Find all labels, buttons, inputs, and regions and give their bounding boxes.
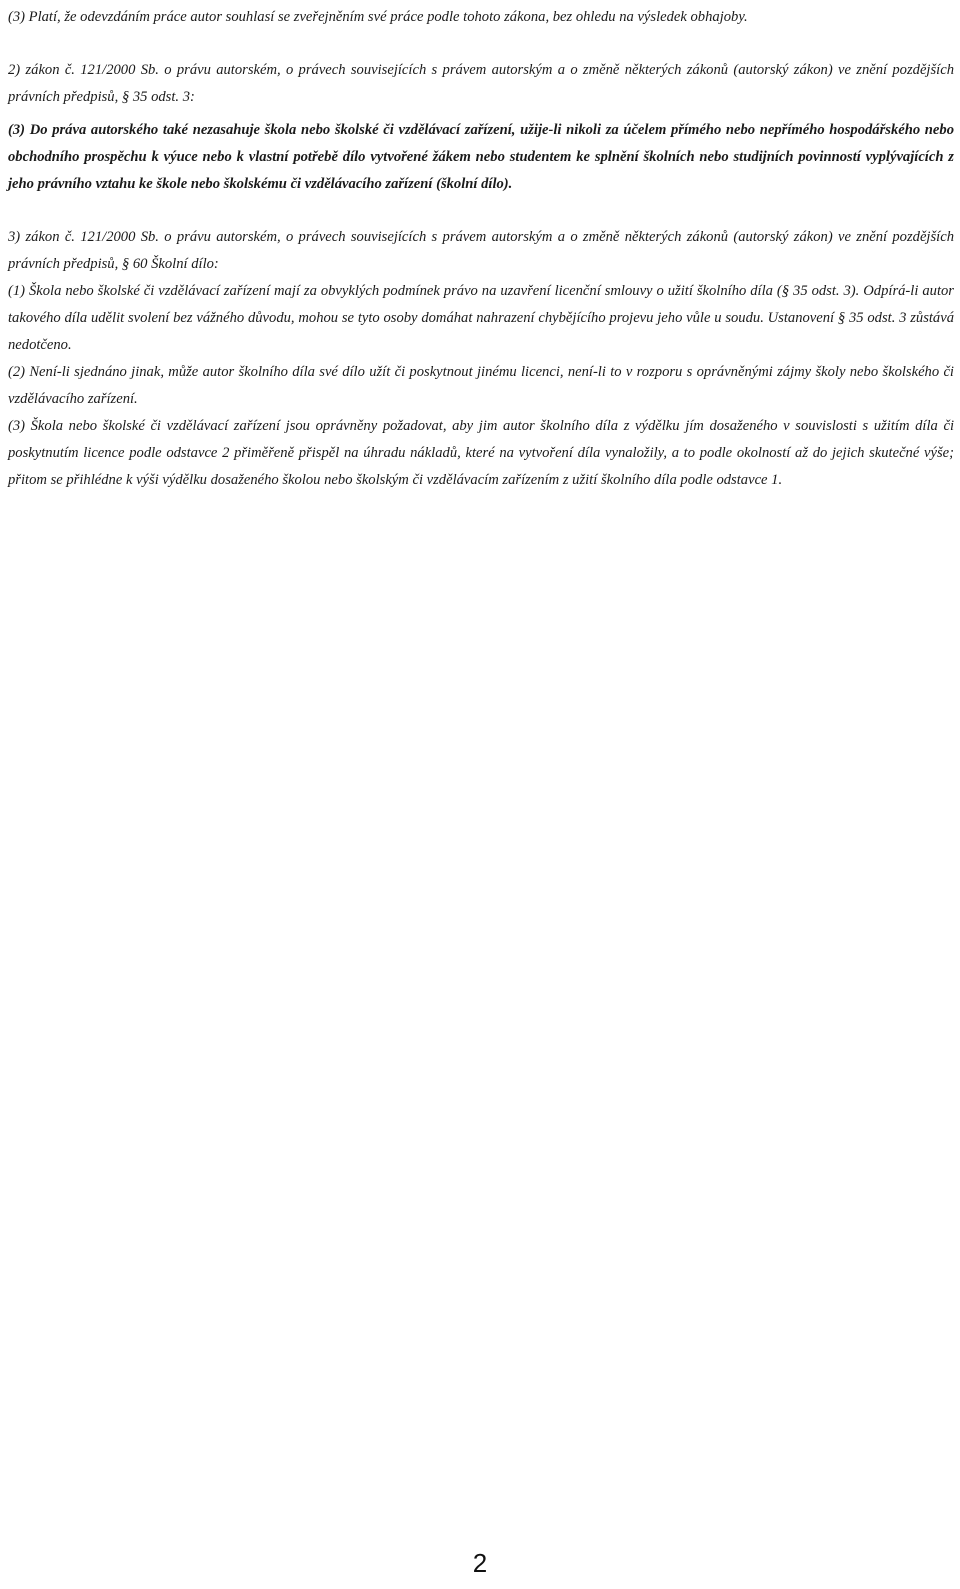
page-number: 2 [472,1548,488,1578]
footnote-2-heading: 2) zákon č. 121/2000 Sb. o právu autorském, o právech souvisejících s právem autorským a o změně některých zákonů (autorský zákon) ve znění pozdějších právních předpisů, § 35 odst. 3: [8,62,954,105]
footnote-3-heading: 3) zákon č. 121/2000 Sb. o právu autorském, o právech souvisejících s právem autorským a o změně některých zákonů (autorský zákon) ve znění pozdějších právních předpisů, § 60 Školní dílo: [8,229,954,272]
footnote-2-section-35-3: (3) Do práva autorského také nezasahuje škola nebo školské či vzdělávací zařízení, užije-li nikoli za účelem přímého nebo nepřímého hospodářského nebo obchodního prospěchu k výuce nebo k vlastní potřebě dílo vytvořené žákem nebo studentem ke splnění školních nebo studijních povinností vyplývajících z jeho právního vztahu ke škole nebo školskému či vzdělávacího zařízení (školní dílo). [8,122,954,192]
paragraph-defense-consent: (3) Platí, že odevzdáním práce autor souhlasí se zveřejněním své práce podle tohoto zákona, bez ohledu na výsledek obhajoby. [8,9,748,25]
section-60-paragraph-3: (3) Škola nebo školské či vzdělávací zařízení jsou oprávněny požadovat, aby jim autor školního díla z výdělku jím dosaženého v souvislosti s užitím díla či poskytnutím licence podle odstavce 2 přiměřeně přispěl na úhradu nákladů, které na vytvoření díla vynaložily, a to podle okolností až do jejich skutečné výše; přitom se přihlédne k výši výdělku dosaženého školou nebo školským či vzdělávacím zařízením z užití školního díla podle odstavce 1. [8,418,954,488]
section-60-paragraph-1: (1) Škola nebo školské či vzdělávací zařízení mají za obvyklých podmínek právo na uzavření licenční smlouvy o užití školního díla (§ 35 odst. 3). Odpírá-li autor takového díla udělit svolení bez vážného důvodu, mohou se tyto osoby domáhat nahrazení chybějícího projevu jeho vůle u soudu. Ustanovení § 35 odst. 3 zůstává nedotčeno. [8,283,954,353]
section-60-paragraph-2: (2) Není-li sjednáno jinak, může autor školního díla své dílo užít či poskytnout jinému licenci, není-li to v rozporu s oprávněnými zájmy školy nebo školského či vzdělávacího zařízení. [8,364,954,407]
document-page [8,4,954,494]
